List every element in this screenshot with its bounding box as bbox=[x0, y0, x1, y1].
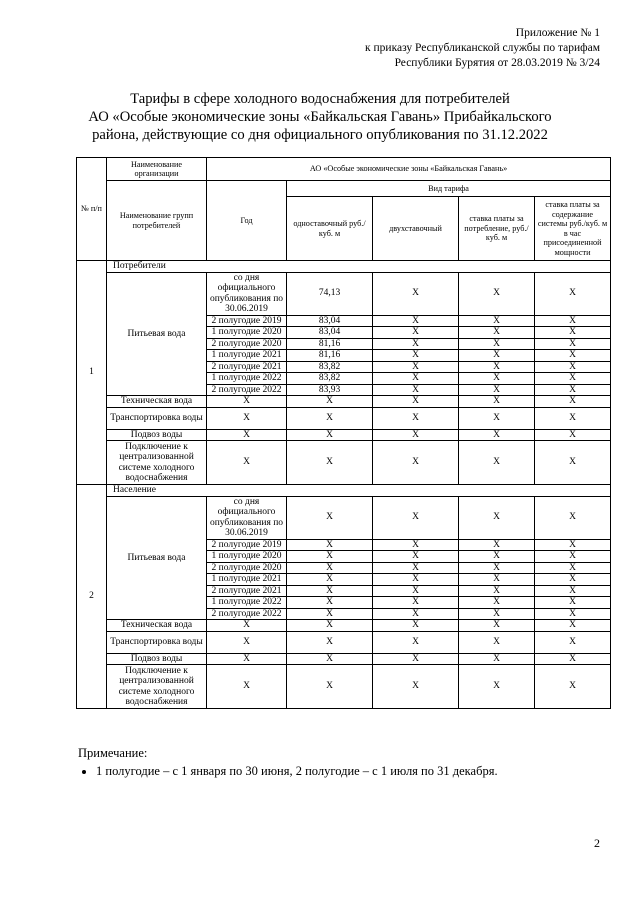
consumption-rate-cell: X bbox=[459, 441, 535, 485]
two-rate-cell: X bbox=[373, 407, 459, 429]
two-rate-cell: X bbox=[373, 429, 459, 441]
two-rate-cell: X bbox=[373, 338, 459, 350]
table-row bbox=[77, 429, 611, 441]
consumption-rate-cell: X bbox=[459, 620, 535, 632]
period-cell: X bbox=[207, 407, 287, 429]
single-rate-cell: 83,04 bbox=[287, 315, 373, 327]
table-row bbox=[77, 441, 611, 485]
single-rate-cell: 81,16 bbox=[287, 350, 373, 362]
single-rate-cell: X bbox=[287, 496, 373, 539]
consumption-rate-cell: X bbox=[459, 496, 535, 539]
single-rate-cell: X bbox=[287, 407, 373, 429]
consumption-rate-cell: X bbox=[459, 551, 535, 563]
single-rate-cell: 74,13 bbox=[287, 272, 373, 315]
single-rate-cell: X bbox=[287, 653, 373, 665]
single-rate-cell: X bbox=[287, 665, 373, 709]
single-rate-cell: X bbox=[287, 429, 373, 441]
consumption-rate-cell: X bbox=[459, 631, 535, 653]
two-rate-cell: X bbox=[373, 608, 459, 620]
note-item: • 1 полугодие – с 1 января по 30 июня, 2 полугодие – с 1 июля по 31 декабря. bbox=[96, 763, 498, 779]
consumption-rate-cell: X bbox=[459, 315, 535, 327]
period-cell: 1 полугодие 2022 bbox=[207, 373, 287, 385]
period-cell: 1 полугодие 2020 bbox=[207, 551, 287, 563]
two-rate-cell: X bbox=[373, 574, 459, 586]
two-rate-cell: X bbox=[373, 315, 459, 327]
single-rate-cell: X bbox=[287, 608, 373, 620]
period-cell: X bbox=[207, 653, 287, 665]
two-rate-cell: X bbox=[373, 665, 459, 709]
single-rate-cell: X bbox=[287, 620, 373, 632]
consumption-rate-cell: X bbox=[459, 327, 535, 339]
period-cell: X bbox=[207, 429, 287, 441]
single-rate-cell: 81,16 bbox=[287, 338, 373, 350]
table-row bbox=[77, 665, 611, 709]
table-row bbox=[77, 620, 611, 632]
title-line-2: АО «Особые экономические зоны «Байкальская Гавань» Прибайкальского bbox=[88, 109, 552, 125]
group-name-cell: Техническая вода bbox=[107, 396, 207, 408]
single-rate-cell: X bbox=[287, 551, 373, 563]
two-rate-cell: X bbox=[373, 272, 459, 315]
two-rate-cell: X bbox=[373, 551, 459, 563]
capacity-rate-cell: X bbox=[535, 653, 611, 665]
two-rate-cell: X bbox=[373, 327, 459, 339]
group-drinking-water: Питьевая вода bbox=[107, 272, 207, 396]
header-org-value: АО «Особые экономические зоны «Байкальская Гавань» bbox=[207, 158, 611, 181]
capacity-rate-cell: X bbox=[535, 373, 611, 385]
single-rate-cell: X bbox=[287, 396, 373, 408]
single-rate-cell: 83,82 bbox=[287, 361, 373, 373]
note bbox=[78, 745, 498, 779]
single-rate-cell: X bbox=[287, 441, 373, 485]
appendix-line-2: к приказу Республиканской службы по тарифам bbox=[365, 42, 600, 54]
group-name-cell: Транспортировка воды bbox=[107, 407, 207, 429]
appendix-line-3: Республики Бурятия от 28.03.2019 № 3/24 bbox=[394, 57, 600, 69]
single-rate-cell: X bbox=[287, 539, 373, 551]
section-number: 1 bbox=[77, 261, 107, 485]
capacity-rate-cell: X bbox=[535, 597, 611, 609]
consumption-rate-cell: X bbox=[459, 653, 535, 665]
tariff-table bbox=[76, 157, 611, 709]
period-cell: 1 полугодие 2022 bbox=[207, 597, 287, 609]
two-rate-cell: X bbox=[373, 620, 459, 632]
period-cell: 2 полугодие 2019 bbox=[207, 315, 287, 327]
two-rate-cell: X bbox=[373, 562, 459, 574]
capacity-rate-cell: X bbox=[535, 361, 611, 373]
appendix-header bbox=[365, 26, 600, 71]
capacity-rate-cell: X bbox=[535, 665, 611, 709]
period-cell: 2 полугодие 2022 bbox=[207, 384, 287, 396]
capacity-rate-cell: X bbox=[535, 539, 611, 551]
capacity-rate-cell: X bbox=[535, 429, 611, 441]
capacity-rate-cell: X bbox=[535, 585, 611, 597]
capacity-rate-cell: X bbox=[535, 272, 611, 315]
consumption-rate-cell: X bbox=[459, 665, 535, 709]
header-consumption-rate: ставка платы за потребление, руб./ куб. м bbox=[459, 197, 535, 261]
single-rate-cell: X bbox=[287, 562, 373, 574]
two-rate-cell: X bbox=[373, 585, 459, 597]
consumption-rate-cell: X bbox=[459, 562, 535, 574]
period-cell: со дня официального опубликования по 30.06.2019 bbox=[207, 272, 287, 315]
period-cell: X bbox=[207, 620, 287, 632]
capacity-rate-cell: X bbox=[535, 315, 611, 327]
group-name-cell: Подвоз воды bbox=[107, 429, 207, 441]
group-name-cell: Подвоз воды bbox=[107, 653, 207, 665]
capacity-rate-cell: X bbox=[535, 562, 611, 574]
table-row bbox=[77, 653, 611, 665]
two-rate-cell: X bbox=[373, 631, 459, 653]
capacity-rate-cell: X bbox=[535, 384, 611, 396]
section-header-row bbox=[77, 485, 611, 497]
period-cell: X bbox=[207, 441, 287, 485]
two-rate-cell: X bbox=[373, 539, 459, 551]
appendix-line-1: Приложение № 1 bbox=[515, 27, 600, 39]
two-rate-cell: X bbox=[373, 361, 459, 373]
period-cell: 2 полугодие 2021 bbox=[207, 585, 287, 597]
capacity-rate-cell: X bbox=[535, 350, 611, 362]
consumption-rate-cell: X bbox=[459, 361, 535, 373]
consumption-rate-cell: X bbox=[459, 272, 535, 315]
header-capacity-rate: ставка платы за содержание системы руб./куб. м в час присоединенной мощности bbox=[535, 197, 611, 261]
consumption-rate-cell: X bbox=[459, 608, 535, 620]
consumption-rate-cell: X bbox=[459, 396, 535, 408]
single-rate-cell: 83,04 bbox=[287, 327, 373, 339]
title-line-3: района, действующие со дня официального опубликования по 31.12.2022 bbox=[92, 127, 548, 143]
period-cell: 2 полугодие 2020 bbox=[207, 562, 287, 574]
document-title bbox=[40, 90, 600, 144]
table-row bbox=[77, 407, 611, 429]
two-rate-cell: X bbox=[373, 496, 459, 539]
capacity-rate-cell: X bbox=[535, 327, 611, 339]
table-row bbox=[77, 396, 611, 408]
title-line-1: Тарифы в сфере холодного водоснабжения для потребителей bbox=[130, 91, 510, 107]
period-cell: 2 полугодие 2020 bbox=[207, 338, 287, 350]
header-year: Год bbox=[207, 181, 287, 261]
table-row bbox=[77, 496, 611, 539]
page-number: 2 bbox=[594, 836, 600, 850]
two-rate-cell: X bbox=[373, 384, 459, 396]
capacity-rate-cell: X bbox=[535, 608, 611, 620]
group-name-cell: Транспортировка воды bbox=[107, 631, 207, 653]
capacity-rate-cell: X bbox=[535, 574, 611, 586]
capacity-rate-cell: X bbox=[535, 396, 611, 408]
section-category: Население bbox=[107, 485, 611, 497]
capacity-rate-cell: X bbox=[535, 496, 611, 539]
period-cell: 1 полугодие 2020 bbox=[207, 327, 287, 339]
table-row bbox=[77, 272, 611, 315]
two-rate-cell: X bbox=[373, 653, 459, 665]
group-name-cell: Подключение к централизованной системе холодного водоснабжения bbox=[107, 665, 207, 709]
period-cell: 2 полугодие 2021 bbox=[207, 361, 287, 373]
single-rate-cell: X bbox=[287, 574, 373, 586]
capacity-rate-cell: X bbox=[535, 620, 611, 632]
consumption-rate-cell: X bbox=[459, 574, 535, 586]
header-single-rate: одноставочный руб./ куб. м bbox=[287, 197, 373, 261]
period-cell: 2 полугодие 2022 bbox=[207, 608, 287, 620]
two-rate-cell: X bbox=[373, 373, 459, 385]
period-cell: X bbox=[207, 396, 287, 408]
single-rate-cell: 83,93 bbox=[287, 384, 373, 396]
consumption-rate-cell: X bbox=[459, 384, 535, 396]
section-header-row bbox=[77, 261, 611, 273]
capacity-rate-cell: X bbox=[535, 338, 611, 350]
note-list bbox=[78, 763, 498, 779]
single-rate-cell: 83,82 bbox=[287, 373, 373, 385]
two-rate-cell: X bbox=[373, 441, 459, 485]
consumption-rate-cell: X bbox=[459, 373, 535, 385]
header-two-rate: двухставочный bbox=[373, 197, 459, 261]
capacity-rate-cell: X bbox=[535, 441, 611, 485]
two-rate-cell: X bbox=[373, 597, 459, 609]
header-tariff-type: Вид тарифа bbox=[287, 181, 611, 197]
group-name-cell: Техническая вода bbox=[107, 620, 207, 632]
consumption-rate-cell: X bbox=[459, 429, 535, 441]
note-title: Примечание: bbox=[78, 746, 148, 760]
consumption-rate-cell: X bbox=[459, 597, 535, 609]
header-org-label: Наименование организации bbox=[107, 158, 207, 181]
section-number: 2 bbox=[77, 485, 107, 709]
group-name-cell: Подключение к централизованной системе холодного водоснабжения bbox=[107, 441, 207, 485]
capacity-rate-cell: X bbox=[535, 631, 611, 653]
two-rate-cell: X bbox=[373, 396, 459, 408]
capacity-rate-cell: X bbox=[535, 407, 611, 429]
two-rate-cell: X bbox=[373, 350, 459, 362]
period-cell: X bbox=[207, 665, 287, 709]
header-group: Наименование групп потребителей bbox=[107, 181, 207, 261]
consumption-rate-cell: X bbox=[459, 407, 535, 429]
period-cell: X bbox=[207, 631, 287, 653]
period-cell: 1 полугодие 2021 bbox=[207, 574, 287, 586]
period-cell: со дня официального опубликования по 30.06.2019 bbox=[207, 496, 287, 539]
table-row bbox=[77, 631, 611, 653]
consumption-rate-cell: X bbox=[459, 338, 535, 350]
group-drinking-water: Питьевая вода bbox=[107, 496, 207, 620]
consumption-rate-cell: X bbox=[459, 585, 535, 597]
single-rate-cell: X bbox=[287, 585, 373, 597]
period-cell: 1 полугодие 2021 bbox=[207, 350, 287, 362]
single-rate-cell: X bbox=[287, 631, 373, 653]
consumption-rate-cell: X bbox=[459, 350, 535, 362]
consumption-rate-cell: X bbox=[459, 539, 535, 551]
section-category: Потребители bbox=[107, 261, 611, 273]
header-num: № п/п bbox=[77, 158, 107, 261]
period-cell: 2 полугодие 2019 bbox=[207, 539, 287, 551]
single-rate-cell: X bbox=[287, 597, 373, 609]
capacity-rate-cell: X bbox=[535, 551, 611, 563]
